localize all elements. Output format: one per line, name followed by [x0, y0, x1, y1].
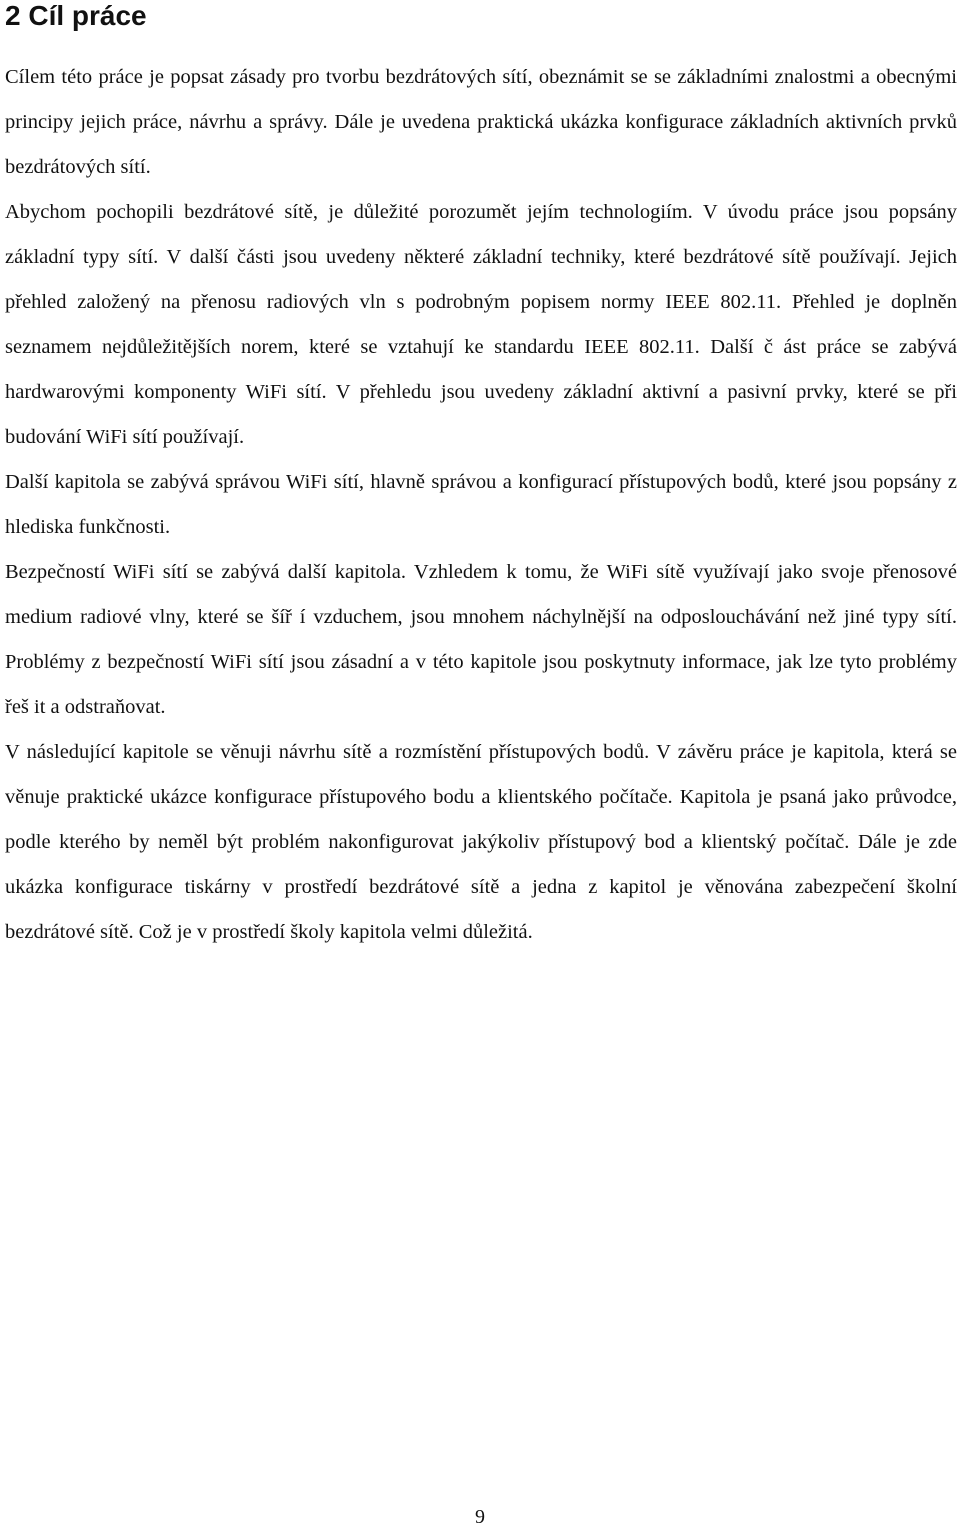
paragraph-goal: Cílem této práce je popsat zásady pro tvorbu bezdrátových sítí, obeznámit se se základními znalostmi a obecnými principy jejich práce, návrhu a správy. Dále je uvedena praktická ukázka konfigurace základních aktivních prvků bezdrátových sítí. [5, 66, 957, 178]
paragraph-technologies: Abychom pochopili bezdrátové sítě, je důležité porozumět jejím technologiím. V úvodu práce jsou popsány základní typy sítí. V další části jsou uvedeny některé základní techniky, které bezdrátové sítě používají. Jejich přehled založený na přenosu radiových vln s podrobným popisem normy IEEE 802.11. Přehled je doplněn seznamem nejdůležitějších norem, které se vztahují ke standardu IEEE 802.11. Další č ást práce se zabývá hardwarovými komponenty WiFi sítí. V přehledu jsou uvedeny základní aktivní a pasivní prvky, které se při budování WiFi sítí používají. [5, 201, 957, 448]
paragraph-management: Další kapitola se zabývá správou WiFi sítí, hlavně správou a konfigurací přístupových bodů, které jsou popsány z hlediska funkčnosti. [5, 471, 957, 538]
section-heading: 2 Cíl práce [5, 0, 147, 31]
page-number: 9 [475, 1506, 485, 1528]
body-text [5, 55, 957, 955]
paragraph-security: Bezpečností WiFi sítí se zabývá další kapitola. Vzhledem k tomu, že WiFi sítě využívají jako svoje přenosové medium radiové vlny, které se šíř í vzduchem, jsou mnohem náchylnější na odposlouchávání než jiné typy sítí. Problémy z bezpečností WiFi sítí jsou zásadní a v této kapitole jsou poskytnuty informace, jak lze tyto problémy řeš it a odstraňovat. [5, 561, 957, 718]
paragraph-design-configuration: V následující kapitole se věnuji návrhu sítě a rozmístění přístupových bodů. V závěru práce je kapitola, která se věnuje praktické ukázce konfigurace přístupového bodu a klientského počítače. Kapitola je psaná jako průvodce, podle kterého by neměl být problém nakonfigurovat jakýkoliv přístupový bod a klientský počítač. Dále je zde ukázka konfigurace tiskárny v prostředí bezdrátové sítě a jedna z kapitol je věnována zabezpečení školní bezdrátové sítě. Což je v prostředí školy kapitola velmi důležitá. [5, 741, 957, 943]
